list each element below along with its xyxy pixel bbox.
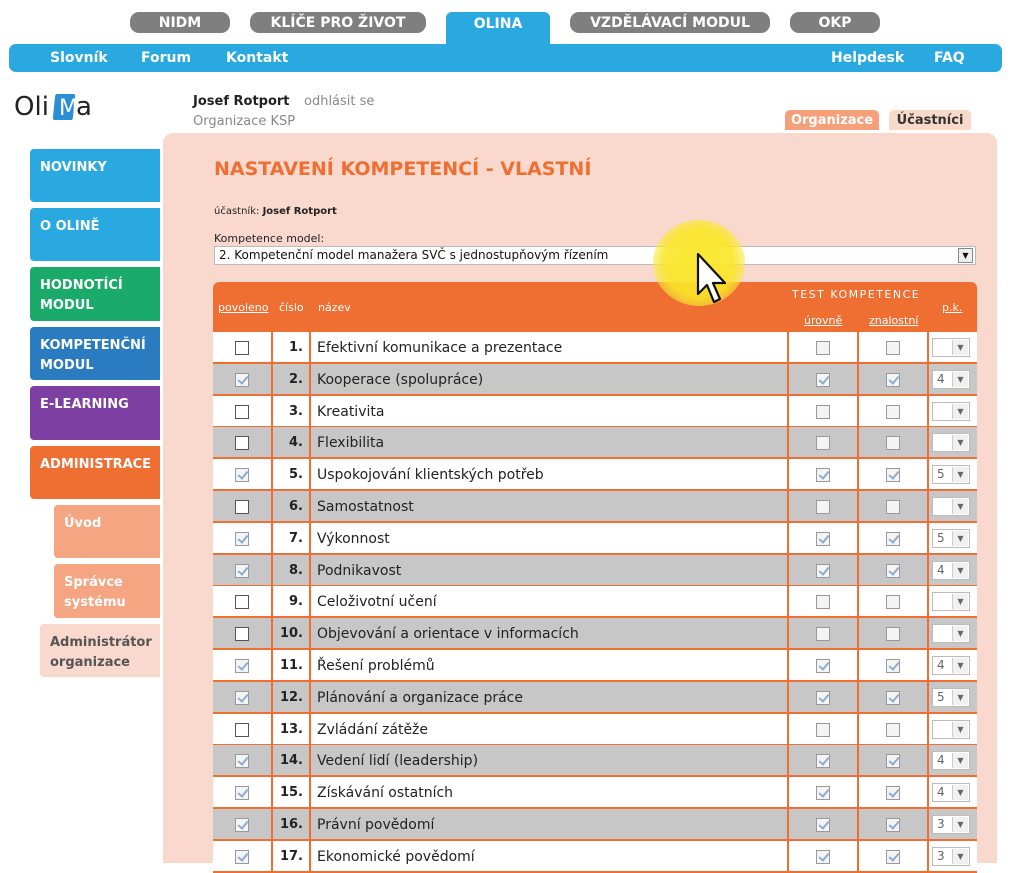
pk-select[interactable] [932, 847, 970, 866]
tab-ucastnici[interactable]: Účastníci [889, 110, 971, 130]
enabled-cell [213, 586, 273, 617]
main-nav-bar [9, 44, 1002, 72]
sidebar-item-novinky[interactable]: NOVINKY [30, 149, 160, 202]
knowledge-cell [859, 332, 929, 363]
levels-checkbox[interactable] [816, 436, 830, 450]
table-row [213, 586, 977, 617]
dropdown-arrow-icon[interactable]: ▼ [952, 658, 968, 673]
pk-value: 4 [937, 372, 945, 386]
top-tab-olina[interactable]: OLINA [446, 12, 550, 44]
enabled-checkbox[interactable] [235, 723, 249, 737]
top-tab-klice-pro-zivot[interactable]: KLÍČE PRO ŽIVOT [250, 12, 426, 33]
levels-checkbox[interactable] [816, 723, 830, 737]
pk-value: 4 [937, 753, 945, 767]
col-group-test-kompetence: TEST KOMPETENCE [792, 288, 921, 301]
knowledge-cell [859, 396, 929, 427]
enabled-cell [213, 396, 273, 427]
knowledge-checkbox[interactable] [886, 595, 900, 609]
knowledge-checkbox[interactable] [886, 500, 900, 514]
knowledge-checkbox[interactable] [886, 532, 900, 546]
table-row [213, 618, 977, 649]
dropdown-arrow-icon[interactable]: ▼ [952, 849, 968, 864]
competence-number: 15. [273, 777, 311, 808]
competence-number: 6. [273, 491, 311, 522]
competence-name: Právní povědomí [311, 809, 789, 840]
levels-cell [789, 586, 859, 617]
competence-number: 8. [273, 555, 311, 586]
svg-text:a: a [76, 92, 92, 122]
competence-name: Uspokojování klientských potřeb [311, 459, 789, 490]
levels-checkbox[interactable] [816, 564, 830, 578]
dropdown-arrow-icon[interactable]: ▼ [952, 817, 968, 832]
pk-value: 3 [937, 849, 945, 863]
pk-select[interactable] [932, 529, 970, 548]
knowledge-checkbox[interactable] [886, 754, 900, 768]
enabled-cell [213, 809, 273, 840]
enabled-cell [213, 777, 273, 808]
enabled-cell [213, 682, 273, 713]
enabled-checkbox[interactable] [235, 468, 249, 482]
participant-label: účastník: [214, 206, 260, 217]
sidebar-item-administrace[interactable]: ADMINISTRACE [30, 446, 160, 499]
dropdown-arrow-icon[interactable]: ▼ [952, 626, 968, 641]
dropdown-arrow-icon[interactable]: ▼ [958, 248, 973, 263]
col-header-znalostni[interactable]: znalostní [869, 314, 919, 327]
olina-logo-graphic [14, 88, 96, 124]
table-row [213, 682, 977, 713]
levels-cell [789, 364, 859, 395]
competence-name: Získávání ostatních [311, 777, 789, 808]
table-row [213, 491, 977, 522]
sidebar-subitem-spravce-systemu[interactable]: Správce systému [54, 564, 160, 618]
enabled-checkbox[interactable] [235, 595, 249, 609]
competence-number: 1. [273, 332, 311, 363]
competence-number: 2. [273, 364, 311, 395]
pk-value: 5 [937, 531, 945, 545]
svg-text:Oli: Oli [14, 92, 49, 122]
table-row [213, 523, 977, 554]
competence-name: Kreativita [311, 396, 789, 427]
competence-name: Vedení lidí (leadership) [311, 745, 789, 776]
knowledge-cell [859, 745, 929, 776]
col-header-povoleno[interactable]: povoleno [218, 301, 269, 314]
competence-number: 16. [273, 809, 311, 840]
competence-number: 7. [273, 523, 311, 554]
enabled-checkbox[interactable] [235, 786, 249, 800]
knowledge-cell [859, 491, 929, 522]
competence-number: 3. [273, 396, 311, 427]
pk-select[interactable] [932, 751, 970, 770]
enabled-cell [213, 714, 273, 745]
enabled-checkbox[interactable] [235, 532, 249, 546]
levels-checkbox[interactable] [816, 627, 830, 641]
levels-checkbox[interactable] [816, 850, 830, 864]
dropdown-arrow-icon[interactable]: ▼ [952, 467, 968, 482]
competence-number: 14. [273, 745, 311, 776]
levels-checkbox[interactable] [816, 532, 830, 546]
competence-model-value: 2. Kompetenční model manažera SVČ s jednostupňovým řízením [219, 248, 609, 262]
competence-number: 10. [273, 618, 311, 649]
enabled-checkbox[interactable] [235, 500, 249, 514]
knowledge-checkbox[interactable] [886, 786, 900, 800]
dropdown-arrow-icon[interactable]: ▼ [952, 531, 968, 546]
table-row [213, 427, 977, 458]
table-row [213, 841, 977, 872]
table-row [213, 555, 977, 586]
pk-value: 3 [937, 817, 945, 831]
enabled-cell [213, 459, 273, 490]
levels-cell [789, 714, 859, 745]
dropdown-arrow-icon[interactable]: ▼ [952, 340, 968, 355]
knowledge-checkbox[interactable] [886, 468, 900, 482]
organization-name: Organizace KSP [193, 114, 296, 129]
pk-select[interactable] [932, 656, 970, 675]
levels-cell [789, 650, 859, 681]
dropdown-arrow-icon[interactable]: ▼ [952, 594, 968, 609]
levels-checkbox[interactable] [816, 405, 830, 419]
table-row [213, 650, 977, 681]
knowledge-checkbox[interactable] [886, 373, 900, 387]
knowledge-checkbox[interactable] [886, 627, 900, 641]
knowledge-cell [859, 555, 929, 586]
enabled-checkbox[interactable] [235, 818, 249, 832]
enabled-checkbox[interactable] [235, 373, 249, 387]
competence-name: Celoživotní učení [311, 586, 789, 617]
knowledge-cell [859, 364, 929, 395]
levels-cell [789, 682, 859, 713]
levels-checkbox[interactable] [816, 468, 830, 482]
levels-cell [789, 523, 859, 554]
levels-cell [789, 618, 859, 649]
knowledge-cell [859, 586, 929, 617]
participant-value: Josef Rotport [262, 206, 337, 217]
competence-name: Podnikavost [311, 555, 789, 586]
dropdown-arrow-icon[interactable]: ▼ [952, 404, 968, 419]
competence-name: Kooperace (spolupráce) [311, 364, 789, 395]
pk-select[interactable] [932, 433, 970, 452]
sidebar-item-hodnotici-modul[interactable]: HODNOTÍCÍ MODUL [30, 267, 160, 321]
levels-checkbox[interactable] [816, 659, 830, 673]
table-row [213, 714, 977, 745]
levels-cell [789, 809, 859, 840]
competence-number: 9. [273, 586, 311, 617]
model-label: Kompetence model: [214, 232, 325, 245]
enabled-cell [213, 523, 273, 554]
table-row [213, 745, 977, 776]
sidebar-item-e-learning[interactable]: E-LEARNING [30, 386, 160, 440]
page-title: NASTAVENÍ KOMPETENCÍ - VLASTNÍ [214, 158, 592, 180]
table-row [213, 332, 977, 363]
sidebar-subitem-uvod[interactable]: Úvod [54, 505, 160, 558]
dropdown-arrow-icon[interactable]: ▼ [952, 785, 968, 800]
enabled-cell [213, 650, 273, 681]
competence-name: Samostatnost [311, 491, 789, 522]
pk-select[interactable] [932, 688, 970, 707]
enabled-checkbox[interactable] [235, 627, 249, 641]
levels-checkbox[interactable] [816, 373, 830, 387]
col-header-pk[interactable]: p.k. [942, 301, 963, 314]
levels-checkbox[interactable] [816, 341, 830, 355]
enabled-checkbox[interactable] [235, 659, 249, 673]
pk-select[interactable] [932, 815, 970, 834]
levels-checkbox[interactable] [816, 500, 830, 514]
enabled-cell [213, 745, 273, 776]
sidebar-subitem-administrator-organizace[interactable]: Administrátor organizace [40, 624, 160, 677]
knowledge-cell [859, 459, 929, 490]
nav-link-faq[interactable]: FAQ [934, 50, 965, 66]
competence-number: 4. [273, 427, 311, 458]
nav-link-slovnik[interactable]: Slovník [50, 50, 108, 66]
enabled-cell [213, 332, 273, 363]
competence-name: Plánování a organizace práce [311, 682, 789, 713]
enabled-checkbox[interactable] [235, 341, 249, 355]
pk-select[interactable] [932, 592, 970, 611]
levels-checkbox[interactable] [816, 754, 830, 768]
dropdown-arrow-icon[interactable]: ▼ [952, 563, 968, 578]
pk-select[interactable] [932, 370, 970, 389]
pk-select[interactable] [932, 561, 970, 580]
competence-name: Zvládání zátěže [311, 714, 789, 745]
enabled-checkbox[interactable] [235, 754, 249, 768]
dropdown-arrow-icon[interactable]: ▼ [952, 372, 968, 387]
competence-model-select[interactable] [214, 246, 976, 265]
sidebar-item-kompetencni-modul[interactable]: KOMPETENČNÍ MODUL [30, 327, 160, 380]
pk-value: 4 [937, 658, 945, 672]
competence-name: Řešení problémů [311, 650, 789, 681]
levels-checkbox[interactable] [816, 691, 830, 705]
knowledge-checkbox[interactable] [886, 405, 900, 419]
pk-select[interactable] [932, 497, 970, 516]
levels-cell [789, 777, 859, 808]
col-header-nazev: název [318, 301, 351, 314]
pk-value: 5 [937, 690, 945, 704]
table-row [213, 396, 977, 427]
top-tab-bar [0, 0, 1024, 44]
levels-cell [789, 745, 859, 776]
pk-select[interactable] [932, 465, 970, 484]
pk-select[interactable] [932, 783, 970, 802]
tab-organizace[interactable]: Organizace [785, 110, 879, 130]
table-row [213, 459, 977, 490]
enabled-checkbox[interactable] [235, 436, 249, 450]
nav-link-kontakt[interactable]: Kontakt [226, 50, 289, 66]
knowledge-checkbox[interactable] [886, 818, 900, 832]
knowledge-cell [859, 682, 929, 713]
knowledge-cell [859, 841, 929, 872]
logout-link[interactable]: odhlásit se [304, 94, 375, 109]
knowledge-cell [859, 777, 929, 808]
levels-checkbox[interactable] [816, 818, 830, 832]
levels-checkbox[interactable] [816, 786, 830, 800]
levels-cell [789, 555, 859, 586]
table-row [213, 364, 977, 395]
dropdown-arrow-icon[interactable]: ▼ [952, 435, 968, 450]
knowledge-cell [859, 714, 929, 745]
levels-cell [789, 491, 859, 522]
competence-number: 17. [273, 841, 311, 872]
pk-select[interactable] [932, 338, 970, 357]
knowledge-cell [859, 809, 929, 840]
participant-info [214, 206, 337, 217]
knowledge-cell [859, 427, 929, 458]
competence-name: Objevování a orientace v informacích [311, 618, 789, 649]
pk-value: 5 [937, 467, 945, 481]
top-tab-nidm[interactable]: NIDM [130, 12, 230, 33]
enabled-checkbox[interactable] [235, 405, 249, 419]
enabled-cell [213, 555, 273, 586]
levels-cell [789, 459, 859, 490]
pk-value: 4 [937, 785, 945, 799]
table-row [213, 777, 977, 808]
knowledge-checkbox[interactable] [886, 341, 900, 355]
enabled-checkbox[interactable] [235, 691, 249, 705]
knowledge-checkbox[interactable] [886, 850, 900, 864]
enabled-checkbox[interactable] [235, 850, 249, 864]
enabled-cell [213, 491, 273, 522]
nav-link-helpdesk[interactable]: Helpdesk [831, 50, 905, 66]
pk-select[interactable] [932, 720, 970, 739]
knowledge-checkbox[interactable] [886, 564, 900, 578]
col-header-cislo: číslo [279, 301, 304, 314]
nav-link-forum[interactable]: Forum [141, 50, 192, 66]
competence-number: 11. [273, 650, 311, 681]
competence-number: 13. [273, 714, 311, 745]
col-header-urovne[interactable]: úrovně [804, 314, 843, 327]
knowledge-checkbox[interactable] [886, 691, 900, 705]
table-row [213, 809, 977, 840]
knowledge-cell [859, 618, 929, 649]
knowledge-cell [859, 650, 929, 681]
enabled-cell [213, 427, 273, 458]
pk-select[interactable] [932, 624, 970, 643]
dropdown-arrow-icon[interactable]: ▼ [952, 499, 968, 514]
enabled-cell [213, 618, 273, 649]
enabled-checkbox[interactable] [235, 564, 249, 578]
dropdown-arrow-icon[interactable]: ▼ [952, 722, 968, 737]
competence-name: Ekonomické povědomí [311, 841, 789, 872]
competence-name: Efektivní komunikace a prezentace [311, 332, 789, 363]
sidebar-item-o-oline[interactable]: O OLINĚ [30, 208, 160, 261]
pk-select[interactable] [932, 402, 970, 421]
levels-cell [789, 841, 859, 872]
knowledge-checkbox[interactable] [886, 723, 900, 737]
competence-number: 5. [273, 459, 311, 490]
svg-text:M: M [59, 96, 78, 121]
top-tab-okp[interactable]: OKP [790, 12, 880, 33]
competence-name: Výkonnost [311, 523, 789, 554]
dropdown-arrow-icon[interactable]: ▼ [952, 753, 968, 768]
competence-name: Flexibilita [311, 427, 789, 458]
levels-cell [789, 332, 859, 363]
knowledge-checkbox[interactable] [886, 436, 900, 450]
knowledge-checkbox[interactable] [886, 659, 900, 673]
mouse-cursor-icon [696, 252, 726, 308]
levels-cell [789, 427, 859, 458]
top-tab-vzdelavaci-modul[interactable]: VZDĚLÁVACÍ MODUL [570, 12, 770, 33]
user-name: Josef Rotport [193, 94, 290, 109]
levels-checkbox[interactable] [816, 595, 830, 609]
enabled-cell [213, 364, 273, 395]
pk-value: 4 [937, 563, 945, 577]
competence-number: 12. [273, 682, 311, 713]
dropdown-arrow-icon[interactable]: ▼ [952, 690, 968, 705]
enabled-cell [213, 841, 273, 872]
knowledge-cell [859, 523, 929, 554]
levels-cell [789, 396, 859, 427]
